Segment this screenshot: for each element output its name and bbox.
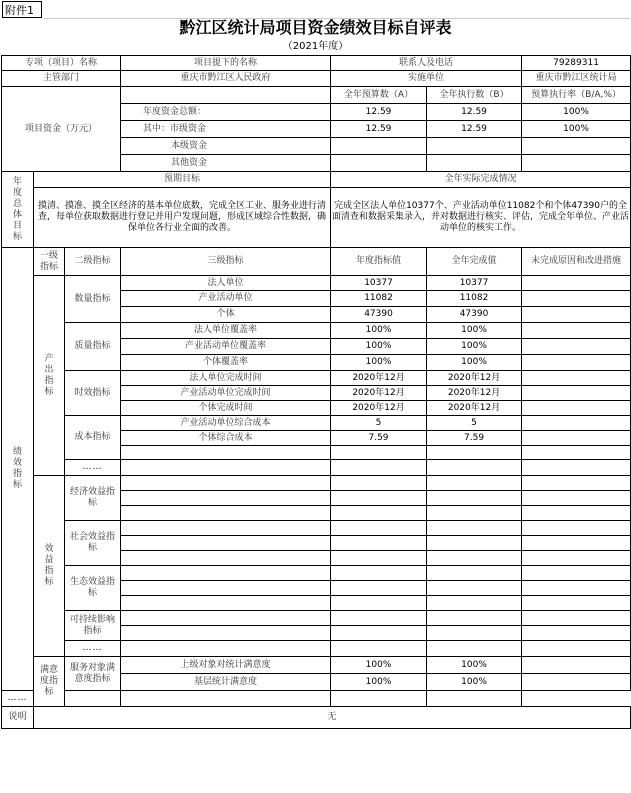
indicator-name: 个体覆盖率 [121, 355, 331, 371]
indicator-target: 47390 [331, 307, 427, 323]
funds-actual-value: 12.59 [427, 104, 522, 121]
dept-value: 重庆市黔江区人民政府 [121, 71, 331, 87]
indicator-actual: 7.59 [427, 431, 522, 446]
level1-header: 一级指标 [34, 248, 65, 276]
indicator-target: 7.59 [331, 431, 427, 446]
indicator-actual: 100% [427, 657, 522, 674]
goals-section-label: 年度总体目标 [2, 172, 34, 248]
indicator-reason [522, 355, 631, 371]
indicator-target: 11082 [331, 291, 427, 307]
service-indicator-label: 服务对象满意度指标 [65, 657, 121, 691]
indicator-name: 产业活动单位覆盖率 [121, 339, 331, 355]
funds-rate-value: 100% [522, 121, 631, 138]
funds-rate-value: 100% [522, 104, 631, 121]
indicator-name: 基层统计满意度 [121, 674, 331, 691]
funds-header-row [2, 87, 631, 104]
funds-budget-value [331, 155, 427, 172]
timeliness-indicator-label: 时效指标 [65, 371, 121, 416]
sustain-indicator-label: 可持续影响指标 [65, 611, 121, 641]
funds-header-actual: 全年执行数（B） [427, 87, 522, 104]
unit-label: 实施单位 [331, 71, 522, 87]
funds-actual-value [427, 155, 522, 172]
goals-content-row [2, 188, 631, 248]
department-row [2, 71, 631, 87]
table-row [2, 276, 631, 291]
project-name-value: 项目提下的名称 [121, 56, 331, 71]
indicator-target: 10377 [331, 276, 427, 291]
project-name-label: 专项（项目）名称 [2, 56, 121, 71]
indicator-name: 法人单位 [121, 276, 331, 291]
quantity-indicator-label: 数量指标 [65, 276, 121, 323]
indicator-reason [522, 431, 631, 446]
goals-planned-text: 摸清、摸准、摸全区经济的基本单位底数，完成全区工业、服务业进行清查，每单位获取数据进行登记并用户发现问题，形成区域综合性数据，确保单位各行业全面的改善。 [34, 188, 331, 248]
funds-rate-value [522, 138, 631, 155]
indicator-name: 产业活动单位综合成本 [121, 416, 331, 431]
goals-planned-header: 预期目标 [34, 172, 331, 188]
table-row [2, 476, 631, 491]
indicator-reason [522, 339, 631, 355]
funds-header-rate: 预算执行率（B/A,%） [522, 87, 631, 104]
indicator-actual: 2020年12月 [427, 371, 522, 386]
funds-budget-value: 12.59 [331, 121, 427, 138]
indicator-name: 法人单位覆盖率 [121, 323, 331, 339]
target-header: 年度指标值 [331, 248, 427, 276]
goals-actual-text: 完成全区法人单位10377个、产业活动单位11082个和个体47390户的全面清查和数据采集录入，并对数据进行核实、评估，完成全年单位、产业活动单位的核实工作。 [331, 188, 631, 248]
table-row [2, 323, 631, 339]
indicator-name: 产业活动单位 [121, 291, 331, 307]
table-row [2, 641, 631, 657]
indicators-section-label: 绩效指标 [2, 248, 34, 691]
indicator-target: 100% [331, 657, 427, 674]
indicator-actual: 10377 [427, 276, 522, 291]
indicator-target: 100% [331, 355, 427, 371]
funds-row-label: 本级资金 [121, 138, 331, 155]
funds-actual-value [427, 138, 522, 155]
indicator-reason [522, 371, 631, 386]
social-indicator-label: 社会效益指标 [65, 521, 121, 566]
contact-label: 联系人及电话 [331, 56, 522, 71]
funds-budget-value [331, 138, 427, 155]
table-row [2, 521, 631, 536]
attachment-label: 附件1 [2, 1, 42, 18]
goals-actual-header: 全年实际完成情况 [331, 172, 631, 188]
indicator-target: 100% [331, 674, 427, 691]
satisfaction-indicator-label: 满意度指标 [34, 657, 65, 707]
unit-value: 重庆市黔江区统计局 [522, 71, 631, 87]
indicator-actual: 2020年12月 [427, 401, 522, 416]
table-row [2, 657, 631, 674]
funds-row-label: 其中：市级资金 [121, 121, 331, 138]
indicator-actual: 2020年12月 [427, 386, 522, 401]
table-row [2, 611, 631, 626]
quality-indicator-label: 质量指标 [65, 323, 121, 371]
funds-budget-value: 12.59 [331, 104, 427, 121]
indicator-actual: 47390 [427, 307, 522, 323]
goals-header-row [2, 172, 631, 188]
indicator-actual: 5 [427, 416, 522, 431]
ellipsis-cell: …… [65, 641, 121, 657]
indicator-actual: 100% [427, 339, 522, 355]
funds-row-label: 年度资金总额： [121, 104, 331, 121]
indicator-name: 上级对象对统计满意度 [121, 657, 331, 674]
indicators-header-row [2, 248, 631, 276]
indicator-target: 2020年12月 [331, 386, 427, 401]
indicator-reason [522, 386, 631, 401]
funds-header-budget: 全年预算数（A） [331, 87, 427, 104]
dept-label: 主管部门 [2, 71, 121, 87]
table-row [2, 566, 631, 581]
indicator-reason [522, 323, 631, 339]
ellipsis-cell: …… [2, 691, 34, 707]
indicator-actual: 100% [427, 674, 522, 691]
indicator-reason [522, 401, 631, 416]
indicator-name: 个体综合成本 [121, 431, 331, 446]
indicator-target: 2020年12月 [331, 401, 427, 416]
indicator-reason [522, 657, 631, 674]
indicator-target: 2020年12月 [331, 371, 427, 386]
footer-value: 无 [34, 707, 631, 729]
actual-header: 全年完成值 [427, 248, 522, 276]
table-row [2, 371, 631, 386]
indicator-reason [522, 674, 631, 691]
footer-label: 说明 [2, 707, 34, 729]
reason-header: 未完成原因和改进措施 [522, 248, 631, 276]
page-title: 黔江区统计局项目资金绩效目标自评表 [179, 18, 452, 37]
funds-actual-value: 12.59 [427, 121, 522, 138]
funds-rate-value [522, 155, 631, 172]
indicator-reason [522, 307, 631, 323]
contact-value: 79289311 [522, 56, 631, 71]
indicator-actual: 11082 [427, 291, 522, 307]
indicator-reason [522, 291, 631, 307]
cost-indicator-label: 成本指标 [65, 416, 121, 460]
footer-row [2, 707, 631, 729]
year-label: （2021年度） [282, 41, 349, 52]
indicator-actual: 100% [427, 355, 522, 371]
indicator-target: 5 [331, 416, 427, 431]
indicator-name: 产业活动单位完成时间 [121, 386, 331, 401]
indicator-reason [522, 276, 631, 291]
indicator-name: 个体完成时间 [121, 401, 331, 416]
funds-row-label: 其他资金 [121, 155, 331, 172]
table-row [2, 416, 631, 431]
effect-indicator-label: 效益指标 [34, 476, 65, 657]
ellipsis-cell: …… [65, 460, 121, 476]
economic-indicator-label: 经济效益指标 [65, 476, 121, 521]
ecological-indicator-label: 生态效益指标 [65, 566, 121, 611]
output-indicator-label: 产出指标 [34, 276, 65, 476]
indicator-name: 法人单位完成时间 [121, 371, 331, 386]
evaluation-table [1, 55, 631, 729]
table-row [2, 460, 631, 476]
project-name-row [2, 56, 631, 71]
indicator-target: 100% [331, 339, 427, 355]
funds-section-label: 项目资金（万元） [2, 87, 121, 172]
indicator-name: 个体 [121, 307, 331, 323]
indicator-actual: 100% [427, 323, 522, 339]
level2-header: 二级指标 [65, 248, 121, 276]
indicator-target: 100% [331, 323, 427, 339]
indicator-reason [522, 416, 631, 431]
table-row [2, 691, 631, 707]
level3-header: 三级指标 [121, 248, 331, 276]
